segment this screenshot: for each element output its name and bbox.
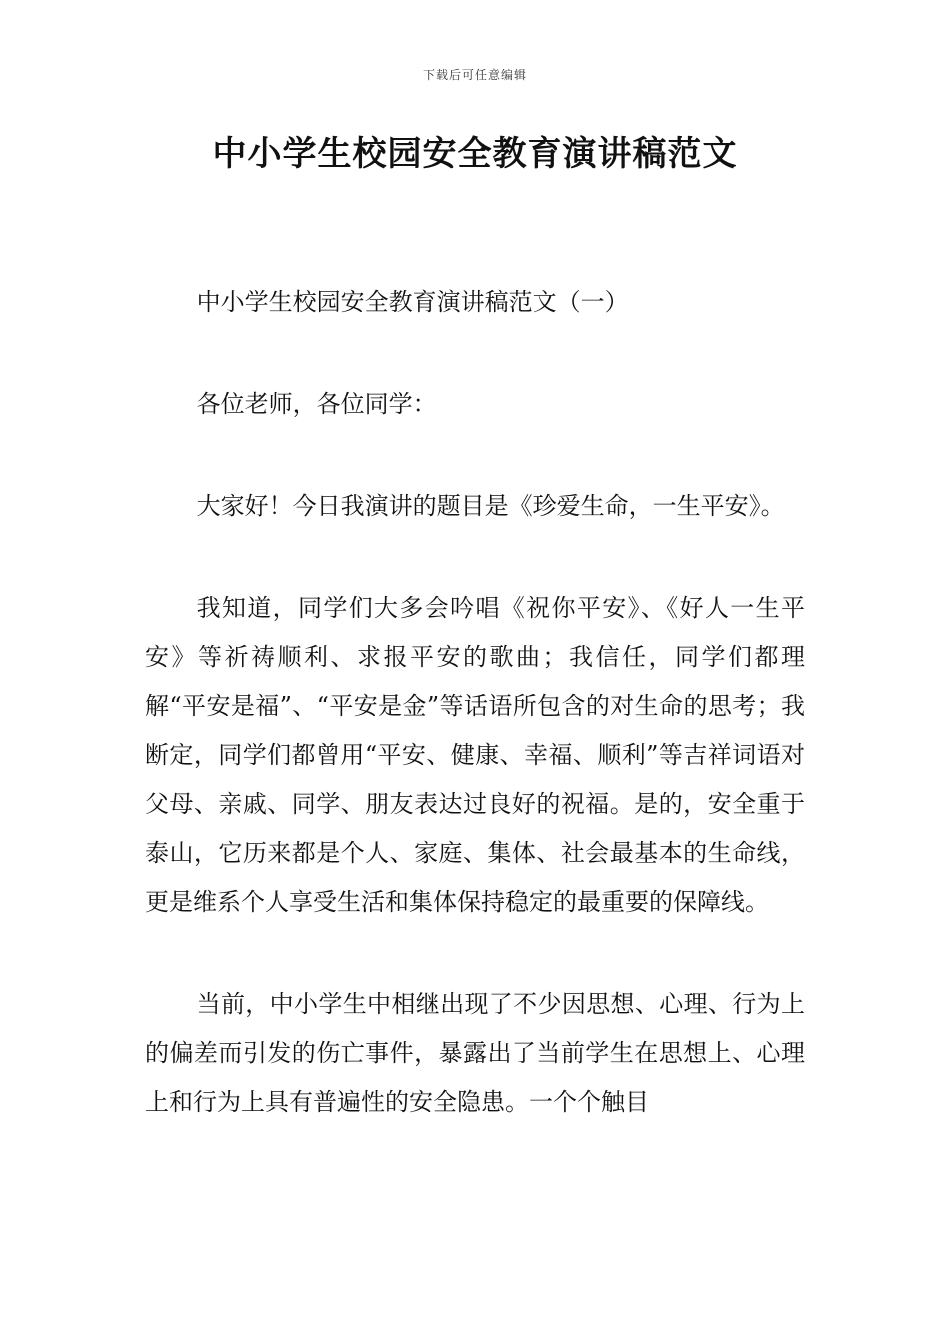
header-note: 下载后可任意编辑: [422, 68, 527, 82]
body-paragraph: 当前，中小学生中相继出现了不少因思想、心理、行为上的偏差而引发的伤亡事件，暴露出了当前学生在思想上、心理上和行为上具有普遍性的安全隐患。一个个触目: [145, 990, 805, 1116]
subtitle-paragraph: 中小学生校园安全教育演讲稿范文（一）: [196, 288, 629, 316]
body-paragraph: 我知道，同学们大多会吟唱《祝你平安》、《好人一生平安》等祈祷顺利、求报平安的歌曲；我信任，同学们都理解“平安是福”、“平安是金”等话语所包含的对生命的思考；我断定，同学们都曾用“平安、健康、幸福、顺利”等吉祥词语对父母、亲戚、同学、朋友表达过良好的祝福。是的，安全重于泰山，它历来都是个人、家庭、集体、社会最基本的生命线，更是维系个人享受生活和集体保持稳定的最重要的保障线。: [145, 594, 805, 916]
document-body: [145, 278, 805, 1127]
document-title: 中小学生校园安全教育演讲稿范文: [212, 134, 738, 174]
greeting-paragraph: 各位老师，各位同学：: [196, 390, 437, 418]
intro-paragraph: 大家好！今日我演讲的题目是《珍爱生命，一生平安》。: [196, 492, 785, 520]
